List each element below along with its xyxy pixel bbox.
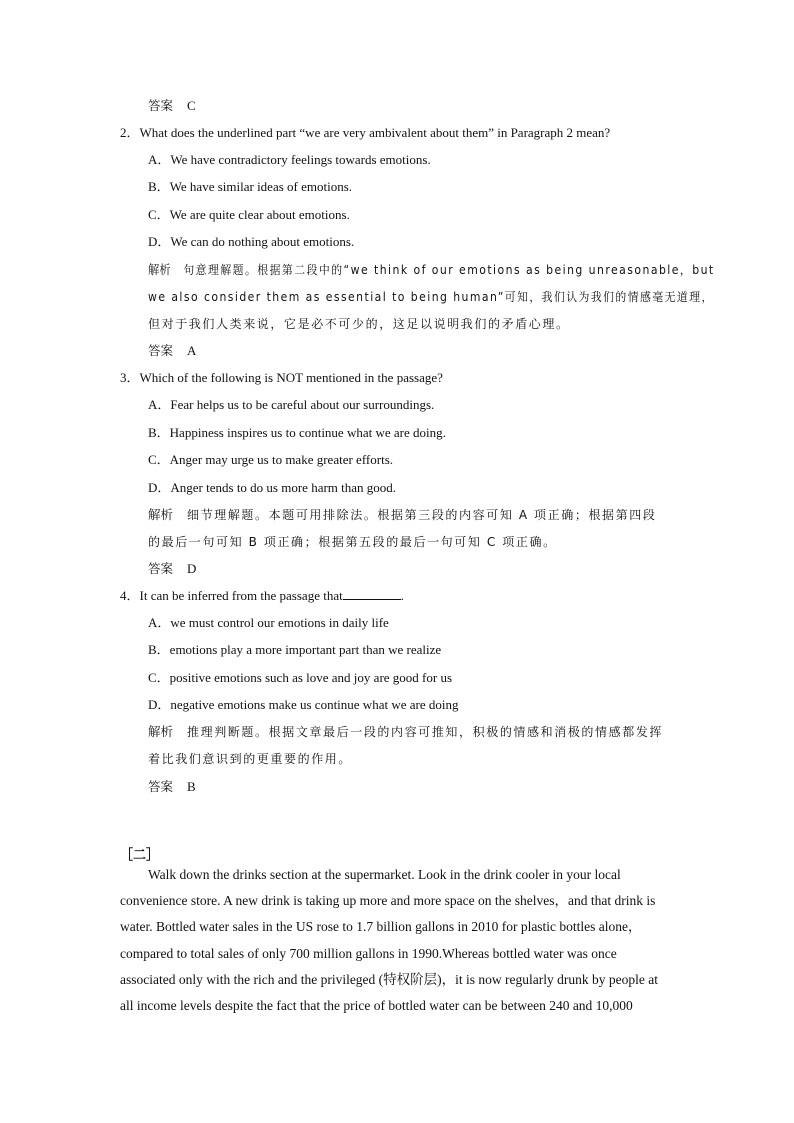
explanation-label: 解析 [148,507,174,522]
q2-explanation-line-1 [148,261,715,279]
answer-label: 答案 [148,98,174,113]
q3-answer [148,560,196,578]
passage-line-2: convenience store. A new drink is taking up more and more space on the shelves，and that drink is [120,893,656,908]
q3-explanation-line-2: 的最后一句可知 B 项正确；根据第五段的最后一句可知 C 项正确。 [148,535,557,549]
section-heading: ［二］ [120,848,160,863]
q4-option-b: B．emotions play a more important part than we realize [148,642,442,657]
q2-explanation-line-2: we also consider them as essential to being human”可知，我们认为我们的情感毫无道理， [148,290,714,304]
q4-option-c: C．positive emotions such as love and joy are good for us [148,670,453,685]
q4-stem [120,587,404,605]
q4-option-a: A．we must control our emotions in daily life [148,615,389,630]
q4-stem-end: . [400,588,404,603]
q2-option-d: D．We can do nothing about emotions. [148,234,355,249]
passage-line-6: all income levels despite the fact that the price of bottled water can be between 240 and 10,000 [120,998,633,1013]
explanation-label: 解析 [148,724,174,739]
passage-line-4: compared to total sales of only 700 million gallons in 1990.Whereas bottled water was once [120,946,617,961]
q4-explanation-line-2: 着比我们意识到的更重要的作用。 [148,752,353,766]
q3-option-a: A．Fear helps us to be careful about our surroundings. [148,397,435,412]
explanation-text: 推理判断题。根据文章最后一段的内容可推知，积极的情感和消极的情感都发挥 [187,725,664,739]
answer-label: 答案 [148,561,174,576]
answer-value: D [187,561,197,576]
explanation-label: 解析 [148,262,171,277]
q3-stem: 3．Which of the following is NOT mentioned in the passage? [120,370,443,385]
q3-option-c: C．Anger may urge us to make greater efforts. [148,452,394,467]
answer-blank [343,587,401,600]
q3-explanation-line-1 [148,506,656,524]
q1-answer [148,97,196,115]
q4-explanation-line-1 [148,723,663,741]
q2-option-c: C．We are quite clear about emotions. [148,207,350,222]
q2-explanation-line-3: 但对于我们人类来说，它是必不可少的，这足以说明我们的矛盾心理。 [148,317,570,331]
q2-stem: 2．What does the underlined part “we are very ambivalent about them” in Paragraph 2 mean? [120,125,611,140]
q3-option-b: B．Happiness inspires us to continue what we are doing. [148,425,446,440]
answer-value: B [187,779,196,794]
q4-stem-text: 4．It can be inferred from the passage that [120,588,343,603]
q4-answer [148,778,196,796]
q2-option-a: A．We have contradictory feelings towards emotions. [148,152,431,167]
passage-line-5: associated only with the rich and the privileged (特权阶层)，it is now regularly drunk by people at [120,972,658,987]
passage-line-1: Walk down the drinks section at the supermarket. Look in the drink cooler in your local [148,867,621,882]
explanation-text: 句意理解题。根据第二段中的“we think of our emotions as being unreasonable，but [183,263,715,277]
q4-option-d: D．negative emotions make us continue what we are doing [148,697,459,712]
answer-label: 答案 [148,343,174,358]
q2-answer [148,342,196,360]
passage-line-3: water. Bottled water sales in the US rose to 1.7 billion gallons in 2010 for plastic bottles alone， [120,919,642,934]
answer-label: 答案 [148,779,174,794]
q3-option-d: D．Anger tends to do us more harm than good. [148,480,397,495]
explanation-text: 细节理解题。本题可用排除法。根据第三段的内容可知 A 项正确；根据第四段 [187,508,657,522]
q2-option-b: B．We have similar ideas of emotions. [148,179,353,194]
answer-value: A [187,343,197,358]
answer-value: C [187,98,196,113]
